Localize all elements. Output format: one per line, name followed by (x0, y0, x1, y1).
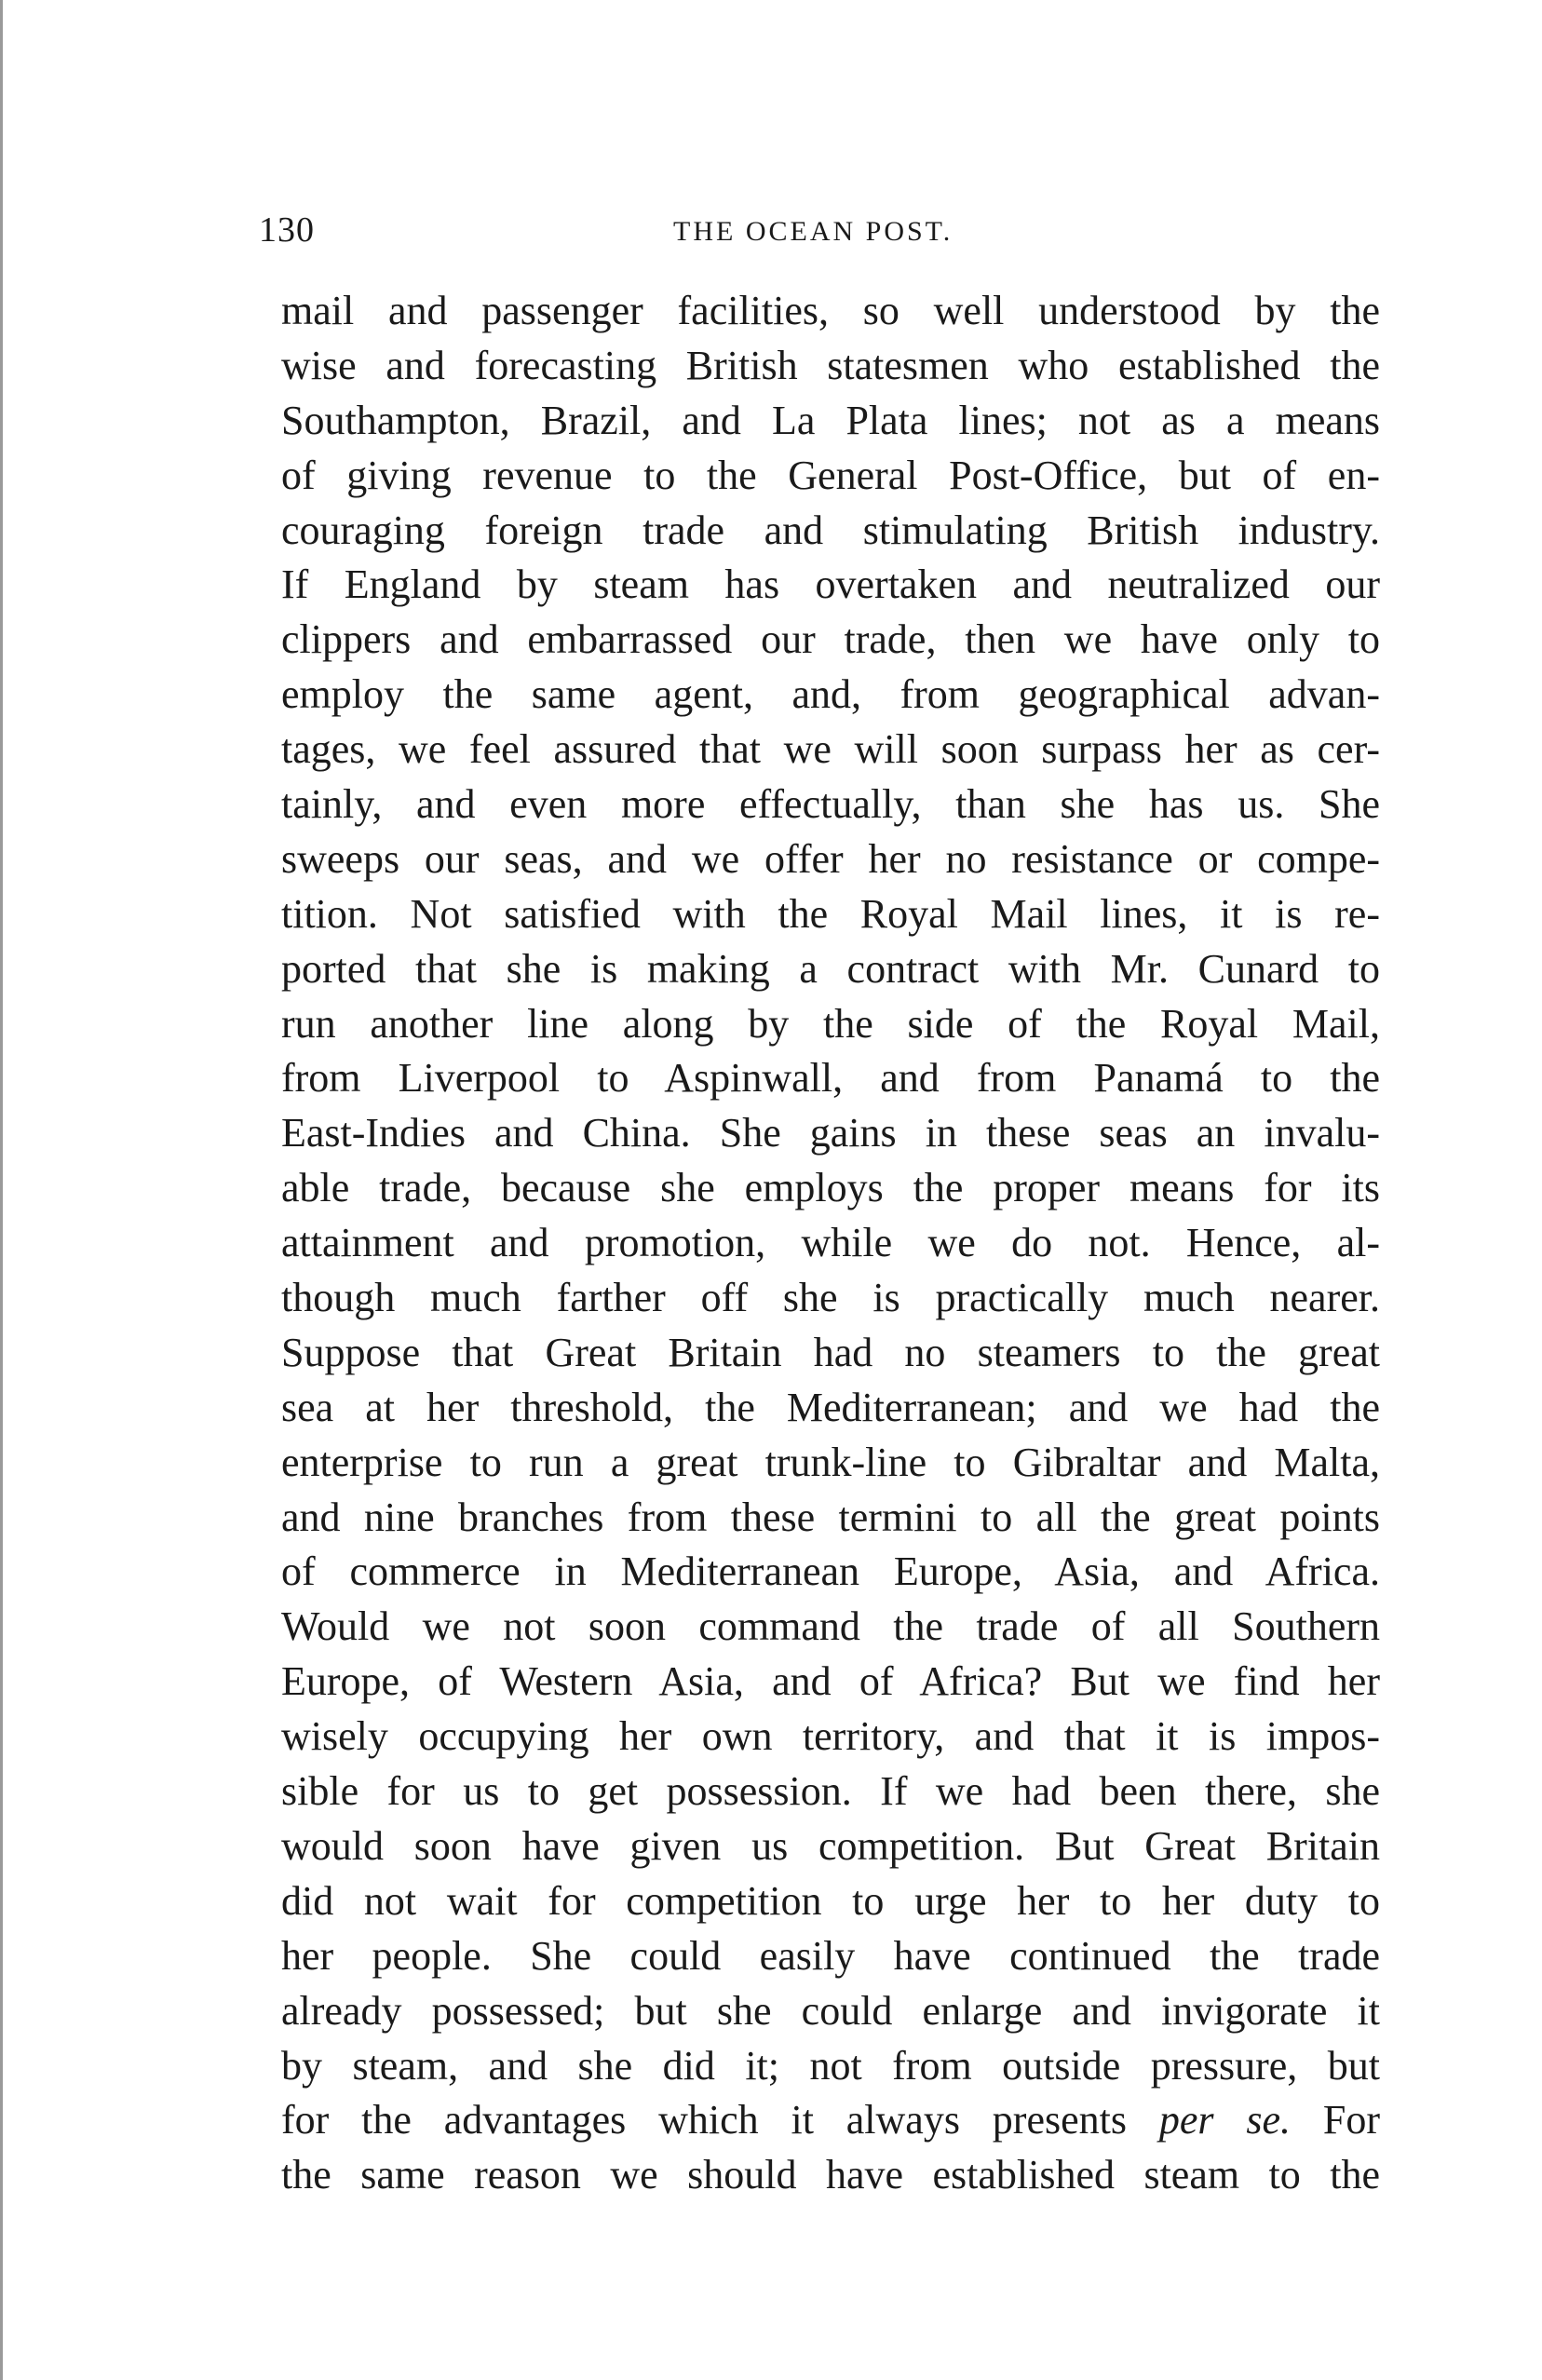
text-line: couraging foreign trade and stimulating British industry. (281, 507, 1380, 553)
text-line: of commerce in Mediterranean Europe, Asia, and Africa. (281, 1548, 1380, 1595)
text-line: from Liverpool to Aspinwall, and from Panamá to the (281, 1055, 1380, 1102)
text-line: tition. Not satisfied with the Royal Mail lines, it is re- (281, 890, 1380, 937)
text-line: wise and forecasting British statesmen who established the (281, 342, 1380, 388)
text-line: already possessed; but she could enlarge and invigorate it (281, 1987, 1380, 2034)
text-line: the same reason we should have established steam to the (281, 2152, 1380, 2198)
text-line: tainly, and even more effectually, than she has us. She (281, 781, 1380, 828)
text-line: enterprise to run a great trunk-line to Gibraltar and Malta, (281, 1439, 1380, 1485)
italic-phrase: per se. (1158, 2097, 1292, 2143)
text-line: employ the same agent, and, from geographical advan- (281, 671, 1380, 718)
text-fragment: for the advantages which it always presents (281, 2097, 1159, 2143)
text-fragment: For (1291, 2097, 1381, 2143)
page-header (259, 210, 1376, 265)
text-line: Would we not soon command the trade of all Southern (281, 1603, 1380, 1650)
text-line: of giving revenue to the General Post-Office, but of en- (281, 452, 1380, 498)
text-line: Suppose that Great Britain had no steamers to the great (281, 1329, 1380, 1375)
page-number: 130 (259, 210, 315, 250)
running-title: THE OCEAN POST. (673, 216, 954, 247)
text-line: by steam, and she did it; not from outside pressure, but (281, 2042, 1380, 2089)
text-line: East-Indies and China. She gains in these seas an invalu- (281, 1110, 1380, 1156)
text-line: did not wait for competition to urge her to her duty to (281, 1877, 1380, 1924)
text-line: able trade, because she employs the proper means for its (281, 1165, 1380, 1211)
text-line: If England by steam has overtaken and neutralized our (281, 561, 1380, 608)
text-line: sea at her threshold, the Mediterranean; and we had the (281, 1384, 1380, 1430)
text-line: sweeps our seas, and we offer her no resistance or compe- (281, 835, 1380, 882)
text-line: mail and passenger facilities, so well understood by the (281, 288, 1380, 333)
text-line: ported that she is making a contract with Mr. Cunard to (281, 945, 1380, 992)
text-line: run another line along by the side of the Royal Mail, (281, 1000, 1380, 1047)
text-line: would soon have given us competition. But Great Britain (281, 1822, 1380, 1869)
text-line: tages, we feel assured that we will soon surpass her as cer- (281, 726, 1380, 773)
text-line: attainment and promotion, while we do not. Hence, al- (281, 1220, 1380, 1266)
text-line-with-italic (281, 2093, 1380, 2148)
text-line: and nine branches from these termini to all the great points (281, 1494, 1380, 1540)
text-line: wisely occupying her own territory, and that it is impos- (281, 1713, 1380, 1760)
text-line: her people. She could easily have continued the trade (281, 1932, 1380, 1979)
text-line: clippers and embarrassed our trade, then we have only to (281, 616, 1380, 663)
text-line: Southampton, Brazil, and La Plata lines; not as a means (281, 397, 1380, 443)
text-line: sible for us to get possession. If we had been there, she (281, 1768, 1380, 1815)
text-line: Europe, of Western Asia, and of Africa? But we find her (281, 1658, 1380, 1705)
text-line: though much farther off she is practically much nearer. (281, 1275, 1380, 1321)
body-paragraph (281, 284, 1380, 2203)
page-edge-divider (0, 0, 3, 2380)
